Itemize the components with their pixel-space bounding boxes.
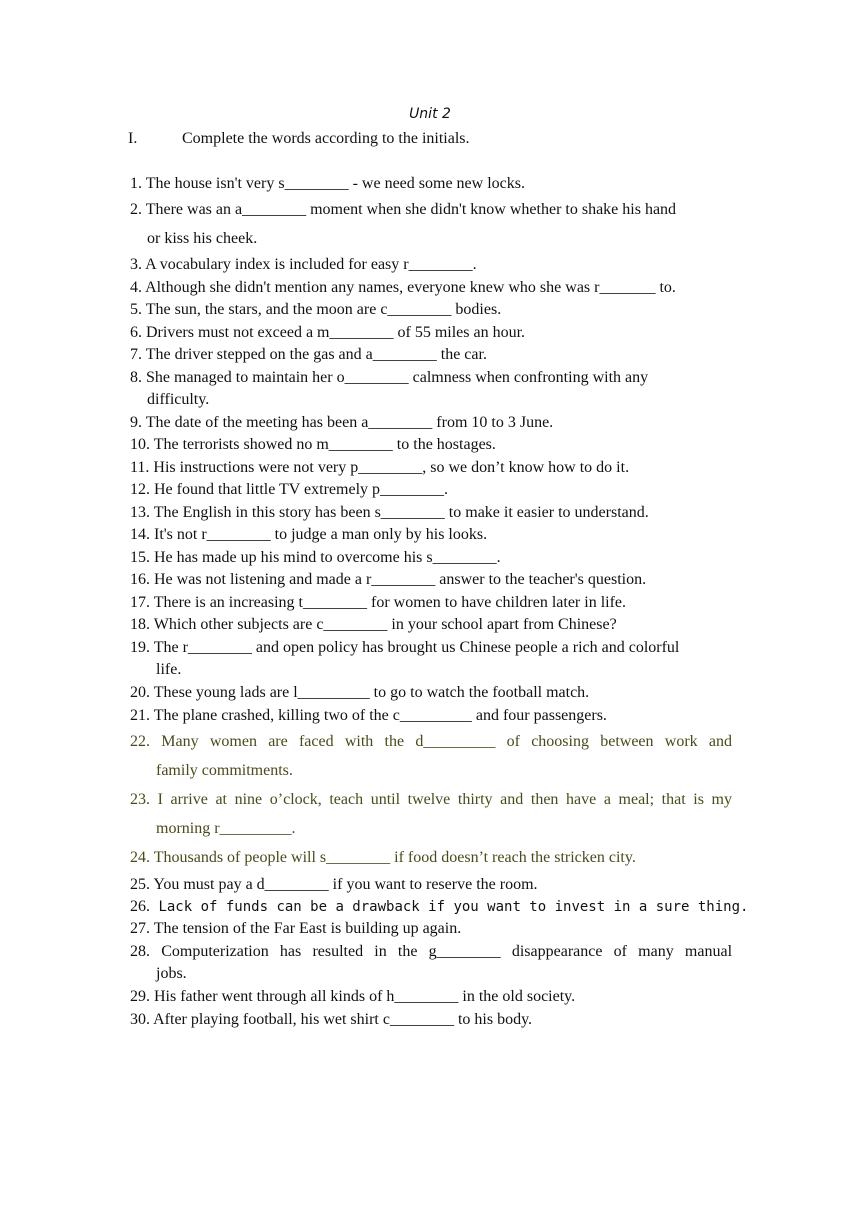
question-text: Computerization has resulted in the g________ disappearance of many manual (161, 943, 733, 960)
unit-title: Unit 2 (409, 106, 451, 122)
question-6 (130, 322, 732, 344)
question-13 (130, 502, 732, 524)
question-12 (130, 479, 732, 501)
question-text: She managed to maintain her o________ calmness when confronting with any (146, 369, 649, 386)
question-text: 10. (130, 436, 150, 453)
question-text: The house isn't very s________ - we need some new locks. (145, 175, 525, 192)
question-text: 16. (130, 571, 150, 588)
question-text: Although she didn't mention any names, everyone knew who she was r_______ to. (145, 279, 676, 296)
question-text: He was not listening and made a r________ answer to the teacher's question. (154, 571, 647, 588)
question-14 (130, 524, 732, 546)
question-29 (130, 986, 732, 1008)
question-text: 17. (130, 594, 150, 611)
question-text: His father went through all kinds of h________ in the old society. (154, 988, 576, 1005)
question-26 (130, 896, 749, 918)
question-10 (130, 434, 732, 456)
question-text: He has made up his mind to overcome his s________. (154, 549, 501, 566)
question-text: The date of the meeting has been a________ from 10 to 3 June. (145, 414, 554, 431)
question-19 (130, 637, 732, 681)
question-22 (130, 731, 732, 782)
question-17 (130, 592, 732, 614)
question-continuation: family commitments. (156, 762, 293, 779)
question-text: 3. (130, 256, 142, 273)
section-numeral: I. (128, 130, 138, 147)
question-16 (130, 569, 732, 591)
question-text: 20. (130, 684, 150, 701)
question-4 (130, 277, 732, 299)
question-text: He found that little TV extremely p________. (154, 481, 449, 498)
question-text: The English in this story has been s________ to make it easier to understand. (153, 504, 649, 521)
question-text: A vocabulary index is included for easy r________. (145, 256, 477, 273)
question-text: 24. (130, 849, 150, 866)
question-text: 13. (130, 504, 150, 521)
question-text: 22. (130, 733, 150, 750)
question-text: 25. (130, 876, 150, 893)
question-text: The driver stepped on the gas and a________ the car. (145, 346, 487, 363)
question-text: 9. (130, 414, 142, 431)
question-text: 19. (130, 639, 150, 656)
question-11 (130, 457, 732, 479)
question-2 (130, 199, 732, 250)
section-heading (128, 128, 470, 150)
question-text: 18. (130, 616, 150, 633)
question-15 (130, 547, 732, 569)
question-text: The sun, the stars, and the moon are c________ bodies. (145, 301, 502, 318)
question-text: 4. (130, 279, 142, 296)
question-text: 29. (130, 988, 150, 1005)
question-text: 28. (130, 943, 150, 960)
question-text: 8. (130, 369, 142, 386)
question-text: 23. (130, 791, 150, 808)
question-text: 26. (130, 898, 150, 915)
question-21 (130, 705, 732, 727)
question-8 (130, 367, 732, 411)
question-text: 6. (130, 324, 142, 341)
question-text: These young lads are l_________ to go to watch the football match. (153, 684, 590, 701)
question-text: Drivers must not exceed a m________ of 55 miles an hour. (146, 324, 526, 341)
question-text: 12. (130, 481, 150, 498)
question-text: 21. (130, 707, 150, 724)
question-27 (130, 918, 732, 940)
question-text: There was an a________ moment when she didn't know whether to shake his hand (145, 201, 677, 218)
question-continuation: or kiss his cheek. (147, 230, 258, 247)
question-text: There is an increasing t________ for women to have children later in life. (153, 594, 627, 611)
question-28 (130, 941, 732, 985)
question-text: Many women are faced with the d_________ of choosing between work and (161, 733, 733, 750)
question-text: The r________ and open policy has brought us Chinese people a rich and colorful (153, 639, 680, 656)
question-text: 5. (130, 301, 142, 318)
question-text: The terrorists showed no m________ to the hostages. (153, 436, 496, 453)
question-5 (130, 299, 732, 321)
question-text: I arrive at nine o’clock, teach until twelve thirty and then have a meal; that is my (157, 791, 733, 808)
question-text: His instructions were not very p________, so we don’t know how to do it. (153, 459, 630, 476)
question-30 (130, 1009, 732, 1031)
question-text: You must pay a d________ if you want to reserve the room. (153, 876, 538, 893)
question-continuation: jobs. (156, 965, 187, 982)
question-7 (130, 344, 732, 366)
section-instruction: Complete the words according to the initials. (182, 130, 470, 147)
question-continuation: morning r_________. (156, 820, 296, 837)
question-text: 1. (130, 175, 142, 192)
question-text: 11. (130, 459, 150, 476)
question-text: 2. (130, 201, 142, 218)
question-25 (130, 874, 732, 896)
question-text: Lack of funds can be a drawback if you want to invest in a sure thing. (158, 899, 749, 915)
question-text: 27. (130, 920, 150, 937)
question-text: Thousands of people will s________ if food doesn’t reach the stricken city. (153, 849, 636, 866)
question-text: The tension of the Far East is building up again. (153, 920, 462, 937)
question-1 (130, 173, 732, 195)
question-text: The plane crashed, killing two of the c_________ and four passengers. (153, 707, 607, 724)
question-20 (130, 682, 732, 704)
question-23 (130, 789, 732, 840)
question-text: 30. (130, 1011, 150, 1028)
question-18 (130, 614, 732, 636)
question-text: 14. (130, 526, 150, 543)
question-24 (130, 847, 732, 869)
question-text: 15. (130, 549, 150, 566)
question-text: 7. (130, 346, 142, 363)
question-9 (130, 412, 732, 434)
question-3 (130, 254, 732, 276)
question-text: After playing football, his wet shirt c________ to his body. (153, 1011, 533, 1028)
question-continuation: life. (156, 661, 182, 678)
question-continuation: difficulty. (147, 391, 210, 408)
question-text: It's not r________ to judge a man only by his looks. (154, 526, 488, 543)
question-text: Which other subjects are c________ in your school apart from Chinese? (153, 616, 617, 633)
